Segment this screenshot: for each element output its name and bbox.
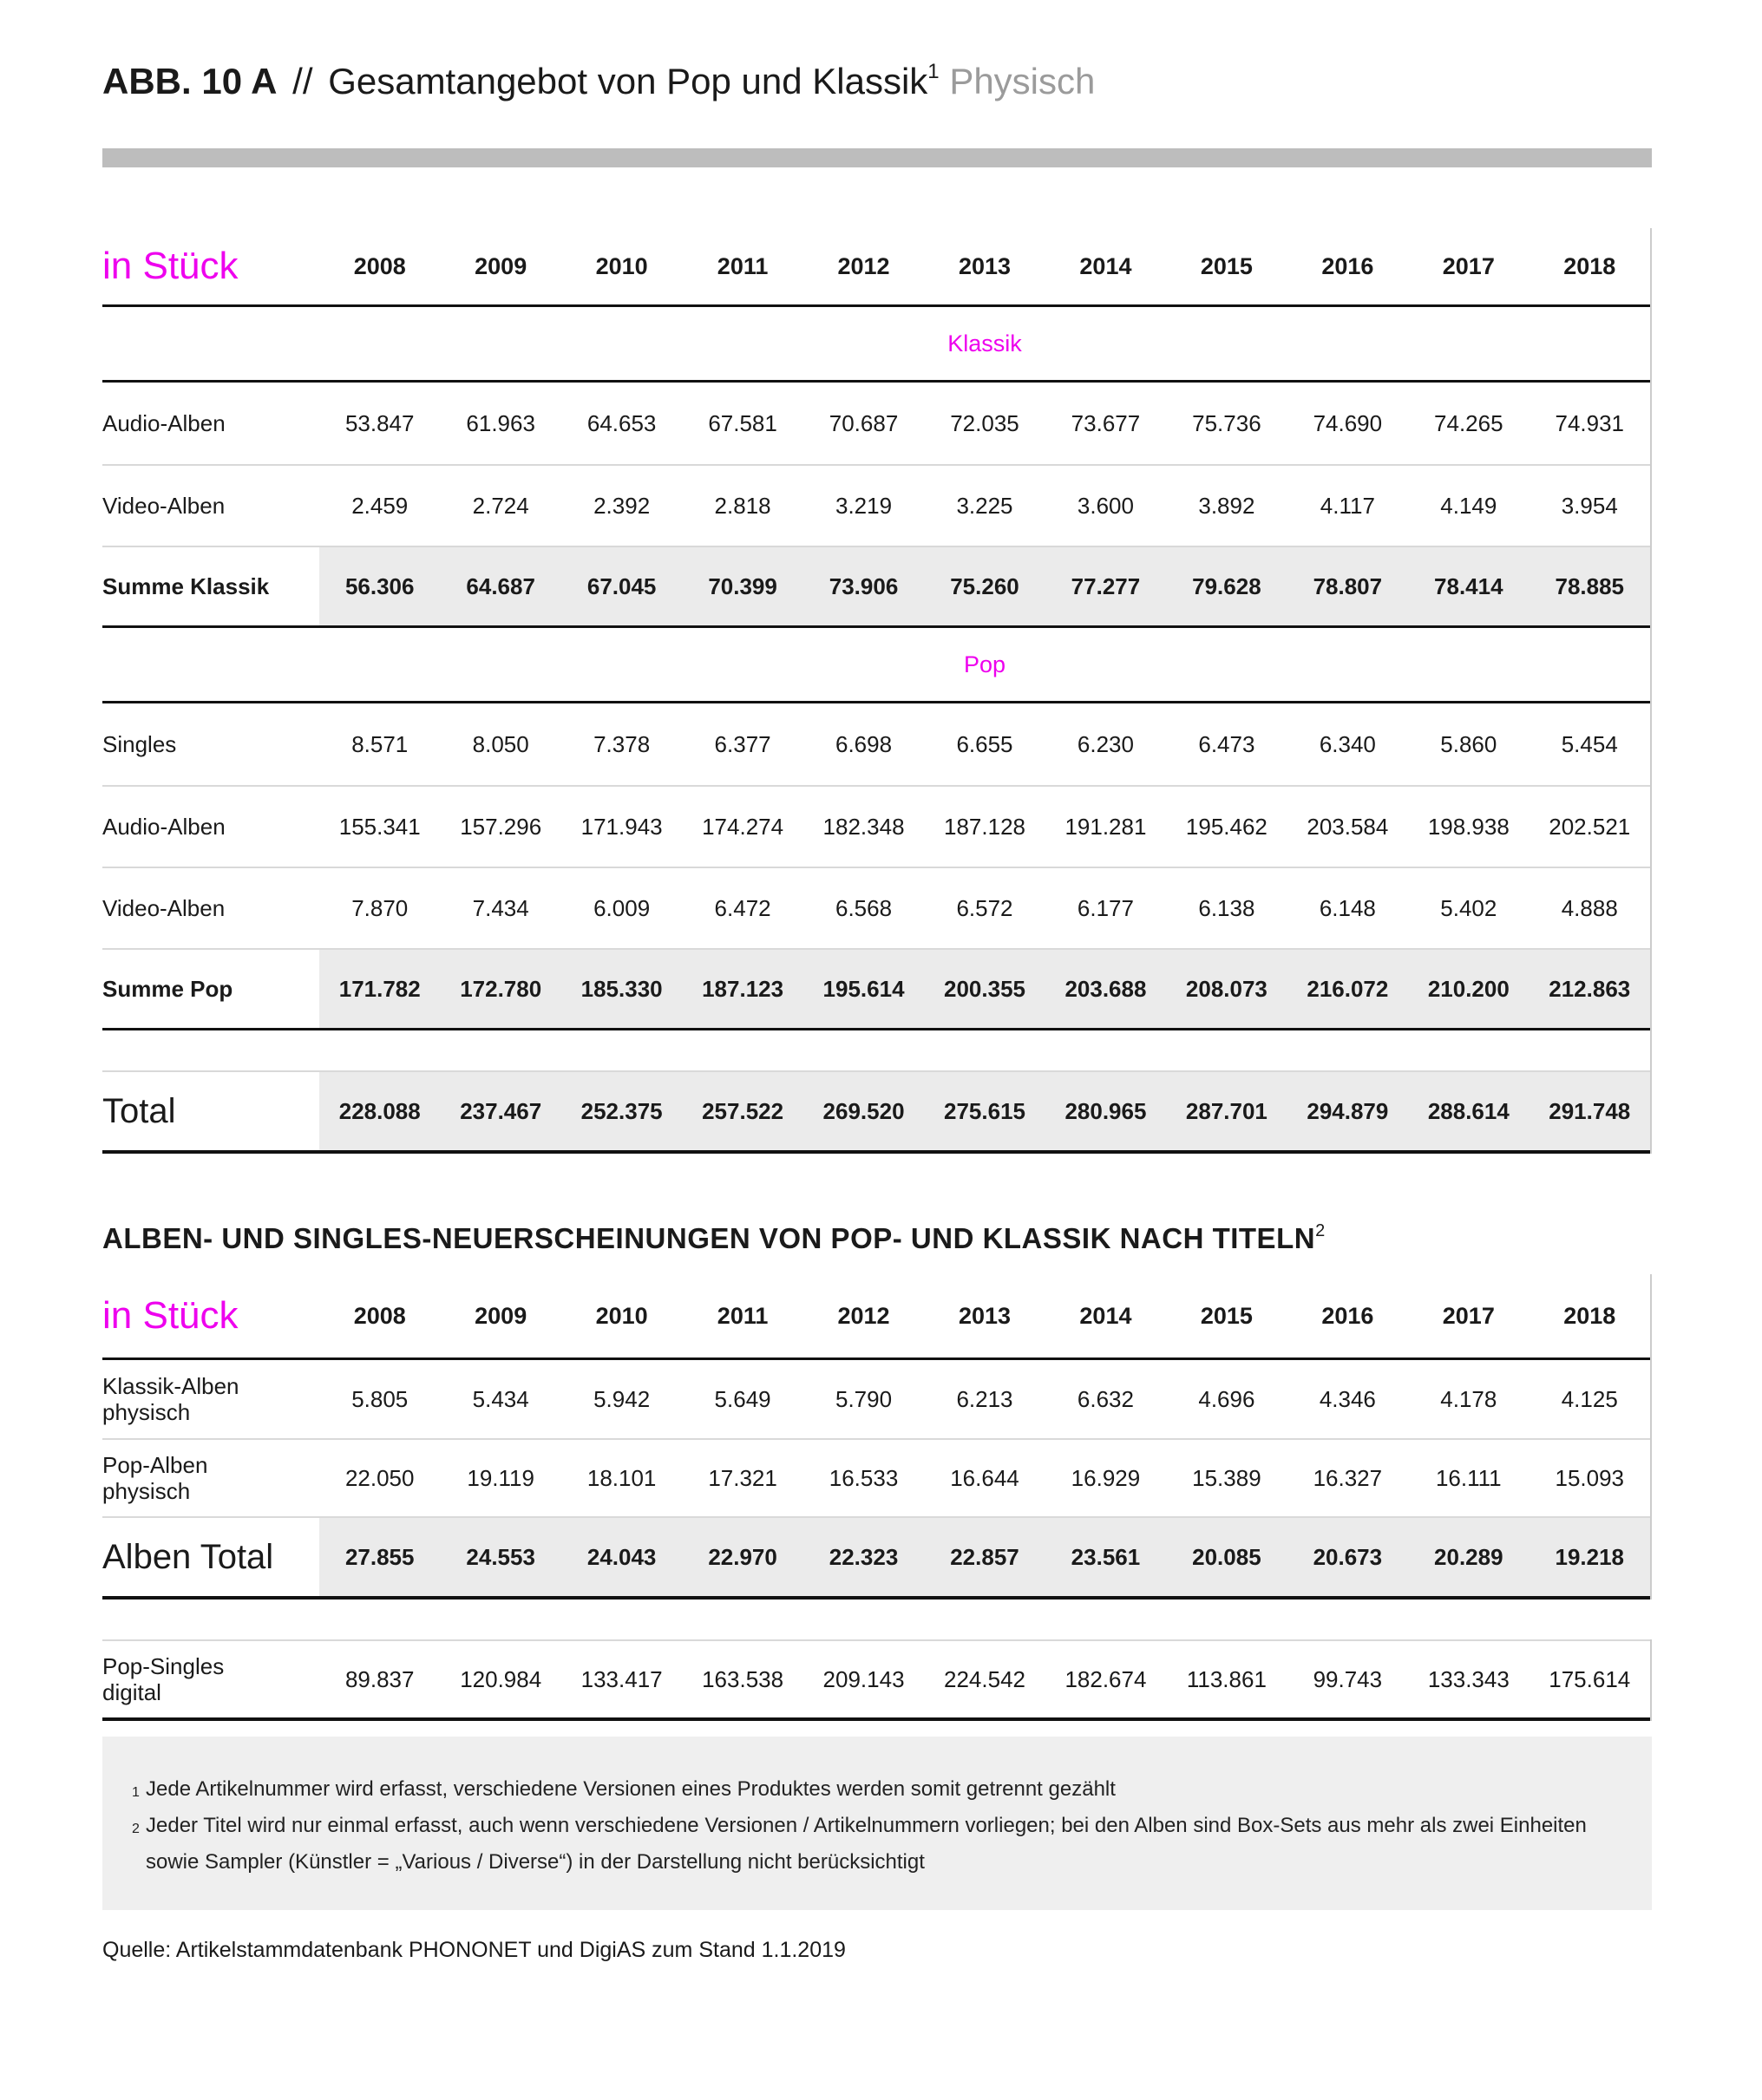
value-cell: 171.943 — [580, 813, 663, 840]
value-cell: 2012 — [837, 252, 890, 279]
table2-header-row — [102, 1274, 1650, 1357]
row-cells — [319, 547, 1650, 625]
value-cell: 171.782 — [338, 975, 421, 1002]
footnote-2-text: Jeder Titel wird nur einmal erfasst, auch wenn verschiedene Versionen / Artikelnummern vorliegen; bei den Alben sind Box-Sets aus mehr als zwei Einheiten sowie Sampler (Künstler = „Various / Diverse“) in der Darstellung nicht berücksichtigt — [146, 1814, 1587, 1874]
row-label: Pop-Singles digital — [102, 1652, 225, 1706]
value-cell: 6.148 — [1319, 894, 1376, 921]
value-cell: 2009 — [475, 1302, 527, 1329]
table-row-summe-pop — [102, 948, 1650, 1028]
value-cell: 2009 — [475, 252, 527, 279]
value-cell: 175.614 — [1549, 1665, 1631, 1692]
table-row — [102, 1438, 1650, 1516]
value-cell: 4.125 — [1561, 1385, 1618, 1412]
table-row-summe-klassik — [102, 546, 1650, 625]
value-cell: 228.088 — [338, 1097, 421, 1124]
value-cell: 6.177 — [1077, 894, 1134, 921]
value-cell: 72.035 — [950, 409, 1019, 436]
value-cell: 64.687 — [466, 572, 535, 599]
section-label-pop: Pop — [963, 651, 1006, 677]
value-cell: 2010 — [595, 1302, 648, 1329]
value-cell: 163.538 — [702, 1665, 784, 1692]
value-cell: 5.790 — [835, 1385, 893, 1412]
figure-number: ABB. 10 A — [102, 61, 278, 101]
value-cell: 133.343 — [1427, 1665, 1510, 1692]
value-cell: 2013 — [958, 1302, 1012, 1329]
value-cell: 2014 — [1079, 1302, 1132, 1329]
year-header-cells — [319, 253, 1650, 280]
value-cell: 77.277 — [1071, 572, 1141, 599]
row-cells — [319, 1386, 1650, 1413]
value-cell: 203.584 — [1307, 813, 1389, 840]
value-cell: 5.805 — [351, 1385, 409, 1412]
heading-footnote-marker: 2 — [1315, 1221, 1326, 1241]
value-cell: 78.885 — [1555, 572, 1625, 599]
row-cells — [319, 814, 1650, 841]
row-label: Summe Klassik — [102, 572, 270, 599]
value-cell: 6.377 — [714, 730, 771, 757]
value-cell: 4.149 — [1440, 492, 1497, 519]
value-cell: 2018 — [1563, 1302, 1616, 1329]
footnote-1-text: Jede Artikelnummer wird erfasst, verschiedene Versionen eines Produktes werden somit getrennt gezählt — [146, 1777, 1116, 1802]
value-cell: 22.323 — [829, 1543, 899, 1570]
row-label: Alben Total — [102, 1537, 274, 1576]
value-cell: 182.674 — [1064, 1665, 1147, 1692]
row-cells — [319, 1518, 1650, 1596]
value-cell: 20.673 — [1313, 1543, 1383, 1570]
value-cell: 209.143 — [822, 1665, 905, 1692]
value-cell: 70.687 — [829, 409, 899, 436]
value-cell: 2015 — [1200, 1302, 1253, 1329]
value-cell: 6.472 — [714, 894, 771, 921]
row-label: Pop-Alben physisch — [102, 1451, 208, 1505]
value-cell: 280.965 — [1064, 1097, 1147, 1124]
spacer — [102, 1030, 1650, 1070]
table-row — [102, 1639, 1650, 1717]
value-cell: 2012 — [837, 1302, 890, 1329]
source-line: Quelle: Artikelstammdatenbank PHONONET und DigiAS zum Stand 1.1.2019 — [102, 1938, 846, 1963]
value-cell: 2017 — [1442, 1302, 1495, 1329]
value-cell: 8.571 — [351, 730, 409, 757]
value-cell: 78.807 — [1313, 572, 1383, 599]
value-cell: 185.330 — [580, 975, 663, 1002]
value-cell: 5.860 — [1440, 730, 1497, 757]
value-cell: 187.123 — [702, 975, 784, 1002]
value-cell: 294.879 — [1307, 1097, 1389, 1124]
row-label: Video-Alben — [102, 894, 226, 921]
table-pop-singles-digital — [102, 1639, 1652, 1721]
value-cell: 74.931 — [1555, 409, 1625, 436]
title-suffix: Physisch — [949, 61, 1096, 101]
value-cell: 27.855 — [344, 1543, 415, 1570]
value-cell: 2008 — [353, 1302, 406, 1329]
value-cell: 73.906 — [829, 572, 899, 599]
row-label: Audio-Alben — [102, 813, 226, 840]
value-cell: 4.178 — [1440, 1385, 1497, 1412]
value-cell: 17.321 — [708, 1464, 777, 1491]
value-cell: 257.522 — [702, 1097, 784, 1124]
value-cell: 2011 — [717, 1302, 769, 1329]
value-cell: 22.970 — [708, 1543, 777, 1570]
value-cell: 16.644 — [950, 1464, 1019, 1491]
value-cell: 2015 — [1200, 252, 1253, 279]
value-cell: 67.045 — [586, 572, 657, 599]
value-cell: 3.954 — [1561, 492, 1618, 519]
value-cell: 252.375 — [580, 1097, 663, 1124]
value-cell: 2018 — [1563, 252, 1616, 279]
value-cell: 22.050 — [344, 1464, 415, 1491]
footnote-1-marker: 1 — [132, 1785, 140, 1801]
value-cell: 3.225 — [956, 492, 1013, 519]
table-row — [102, 703, 1650, 785]
value-cell: 16.929 — [1071, 1464, 1141, 1491]
value-cell: 8.050 — [472, 730, 529, 757]
value-cell: 2.392 — [593, 492, 651, 519]
value-cell: 187.128 — [944, 813, 1025, 840]
value-cell: 5.454 — [1561, 730, 1618, 757]
value-cell: 61.963 — [466, 409, 535, 436]
value-cell: 113.861 — [1186, 1665, 1267, 1692]
value-cell: 6.340 — [1319, 730, 1376, 757]
unit-label: in Stück — [102, 1294, 239, 1338]
title-footnote-marker: 1 — [927, 60, 940, 83]
value-cell: 174.274 — [702, 813, 784, 840]
value-cell: 20.289 — [1434, 1543, 1503, 1570]
footnote-1 — [132, 1771, 1617, 1808]
value-cell: 6.655 — [956, 730, 1013, 757]
table-neuerscheinungen — [102, 1274, 1652, 1600]
table-row — [102, 383, 1650, 464]
row-cells — [319, 1666, 1650, 1693]
rule — [102, 1596, 1650, 1600]
value-cell: 89.837 — [344, 1665, 415, 1692]
value-cell: 24.043 — [586, 1543, 657, 1570]
value-cell: 182.348 — [822, 813, 905, 840]
value-cell: 198.938 — [1427, 813, 1510, 840]
value-cell: 7.870 — [351, 894, 409, 921]
row-label: Audio-Alben — [102, 409, 226, 436]
value-cell: 288.614 — [1427, 1097, 1510, 1124]
section-header-pop — [102, 628, 1650, 701]
footnote-2-marker: 2 — [132, 1822, 140, 1837]
value-cell: 200.355 — [944, 975, 1025, 1002]
value-cell: 6.473 — [1198, 730, 1255, 757]
value-cell: 74.265 — [1434, 409, 1503, 436]
value-cell: 224.542 — [944, 1665, 1025, 1692]
value-cell: 2013 — [958, 252, 1012, 279]
value-cell: 157.296 — [460, 813, 542, 840]
value-cell: 291.748 — [1549, 1097, 1631, 1124]
value-cell: 7.434 — [472, 894, 529, 921]
table-row-alben-total — [102, 1516, 1650, 1596]
row-cells — [319, 895, 1650, 922]
value-cell: 4.346 — [1319, 1385, 1376, 1412]
title-underline-bar — [102, 148, 1652, 167]
value-cell: 172.780 — [460, 975, 542, 1002]
value-cell: 216.072 — [1307, 975, 1389, 1002]
value-cell: 6.632 — [1077, 1385, 1134, 1412]
value-cell: 18.101 — [586, 1464, 657, 1491]
row-label: Klassik-Alben physisch — [102, 1372, 239, 1426]
section-label-klassik: Klassik — [947, 330, 1022, 357]
value-cell: 70.399 — [708, 572, 777, 599]
value-cell: 23.561 — [1071, 1543, 1141, 1570]
value-cell: 24.553 — [466, 1543, 535, 1570]
value-cell: 16.111 — [1435, 1464, 1502, 1491]
value-cell: 275.615 — [944, 1097, 1025, 1124]
row-cells — [319, 950, 1650, 1028]
rule — [102, 1717, 1650, 1721]
value-cell: 208.073 — [1185, 975, 1267, 1002]
value-cell: 56.306 — [344, 572, 415, 599]
value-cell: 4.696 — [1198, 1385, 1255, 1412]
row-label: Total — [102, 1091, 176, 1130]
value-cell: 79.628 — [1192, 572, 1261, 599]
table-gesamtangebot — [102, 228, 1652, 1154]
value-cell: 19.218 — [1555, 1543, 1625, 1570]
unit-label: in Stück — [102, 245, 239, 288]
value-cell: 155.341 — [338, 813, 421, 840]
value-cell: 2011 — [717, 252, 769, 279]
row-cells — [319, 493, 1650, 520]
value-cell: 19.119 — [467, 1464, 534, 1491]
figure-title — [102, 0, 1652, 101]
value-cell: 5.434 — [472, 1385, 529, 1412]
value-cell: 78.414 — [1434, 572, 1503, 599]
table1-header-row — [102, 228, 1650, 304]
value-cell: 2.459 — [351, 492, 409, 519]
value-cell: 6.698 — [835, 730, 893, 757]
value-cell: 75.736 — [1192, 409, 1261, 436]
value-cell: 2017 — [1442, 252, 1495, 279]
row-label: Video-Alben — [102, 492, 226, 519]
section-header-klassik — [102, 307, 1650, 380]
value-cell: 2.818 — [714, 492, 771, 519]
value-cell: 16.533 — [829, 1464, 899, 1491]
value-cell: 6.213 — [956, 1385, 1013, 1412]
row-cells — [319, 731, 1650, 758]
title-main: Gesamtangebot von Pop und Klassik — [328, 61, 928, 101]
value-cell: 195.614 — [822, 975, 905, 1002]
table-row-total — [102, 1070, 1650, 1150]
value-cell: 2016 — [1321, 252, 1374, 279]
value-cell: 15.093 — [1555, 1464, 1625, 1491]
value-cell: 203.688 — [1064, 975, 1147, 1002]
value-cell: 3.600 — [1077, 492, 1134, 519]
footnote-2 — [132, 1808, 1617, 1881]
title-separator: // — [292, 61, 313, 101]
value-cell: 287.701 — [1185, 1097, 1267, 1124]
value-cell: 212.863 — [1549, 975, 1631, 1002]
rule — [102, 1150, 1650, 1154]
value-cell: 237.467 — [460, 1097, 542, 1124]
value-cell: 6.138 — [1198, 894, 1255, 921]
value-cell: 67.581 — [708, 409, 777, 436]
table-row — [102, 464, 1650, 546]
value-cell: 269.520 — [822, 1097, 905, 1124]
value-cell: 195.462 — [1185, 813, 1267, 840]
section2-heading: ALBEN- UND SINGLES-NEUERSCHEINUNGEN VON POP- UND KLASSIK NACH TITELN$^2$ — [102, 1221, 1326, 1255]
row-cells — [319, 410, 1650, 437]
value-cell: 6.568 — [835, 894, 893, 921]
value-cell: 5.649 — [714, 1385, 771, 1412]
value-cell: 5.402 — [1440, 894, 1497, 921]
table-row — [102, 785, 1650, 867]
value-cell: 75.260 — [950, 572, 1019, 599]
value-cell: 202.521 — [1549, 813, 1631, 840]
value-cell: 99.743 — [1313, 1665, 1383, 1692]
value-cell: 3.219 — [835, 492, 893, 519]
year-header-cells — [319, 1303, 1650, 1330]
value-cell: 53.847 — [344, 409, 415, 436]
value-cell: 2010 — [595, 252, 648, 279]
value-cell: 210.200 — [1427, 975, 1510, 1002]
value-cell: 74.690 — [1313, 409, 1383, 436]
value-cell: 6.572 — [956, 894, 1013, 921]
value-cell: 2008 — [353, 252, 406, 279]
value-cell: 4.117 — [1320, 492, 1375, 519]
value-cell: 16.327 — [1313, 1464, 1383, 1491]
value-cell: 20.085 — [1192, 1543, 1261, 1570]
value-cell: 73.677 — [1071, 409, 1141, 436]
value-cell: 22.857 — [950, 1543, 1019, 1570]
value-cell: 4.888 — [1561, 894, 1618, 921]
footnote-box — [102, 1737, 1652, 1910]
value-cell: 3.892 — [1198, 492, 1255, 519]
row-label: Summe Pop — [102, 975, 233, 1002]
value-cell: 133.417 — [580, 1665, 663, 1692]
value-cell: 6.230 — [1077, 730, 1134, 757]
value-cell: 2014 — [1079, 252, 1132, 279]
value-cell: 7.378 — [593, 730, 651, 757]
table-row — [102, 867, 1650, 948]
value-cell: 191.281 — [1064, 813, 1147, 840]
value-cell: 2.724 — [472, 492, 529, 519]
value-cell: 5.942 — [593, 1385, 651, 1412]
value-cell: 2016 — [1321, 1302, 1374, 1329]
table-row — [102, 1360, 1650, 1438]
value-cell: 15.389 — [1192, 1464, 1261, 1491]
value-cell: 120.984 — [460, 1665, 542, 1692]
row-cells — [319, 1465, 1650, 1492]
row-label: Singles — [102, 730, 177, 757]
value-cell: 64.653 — [586, 409, 657, 436]
value-cell: 6.009 — [593, 894, 651, 921]
row-cells — [319, 1072, 1650, 1150]
